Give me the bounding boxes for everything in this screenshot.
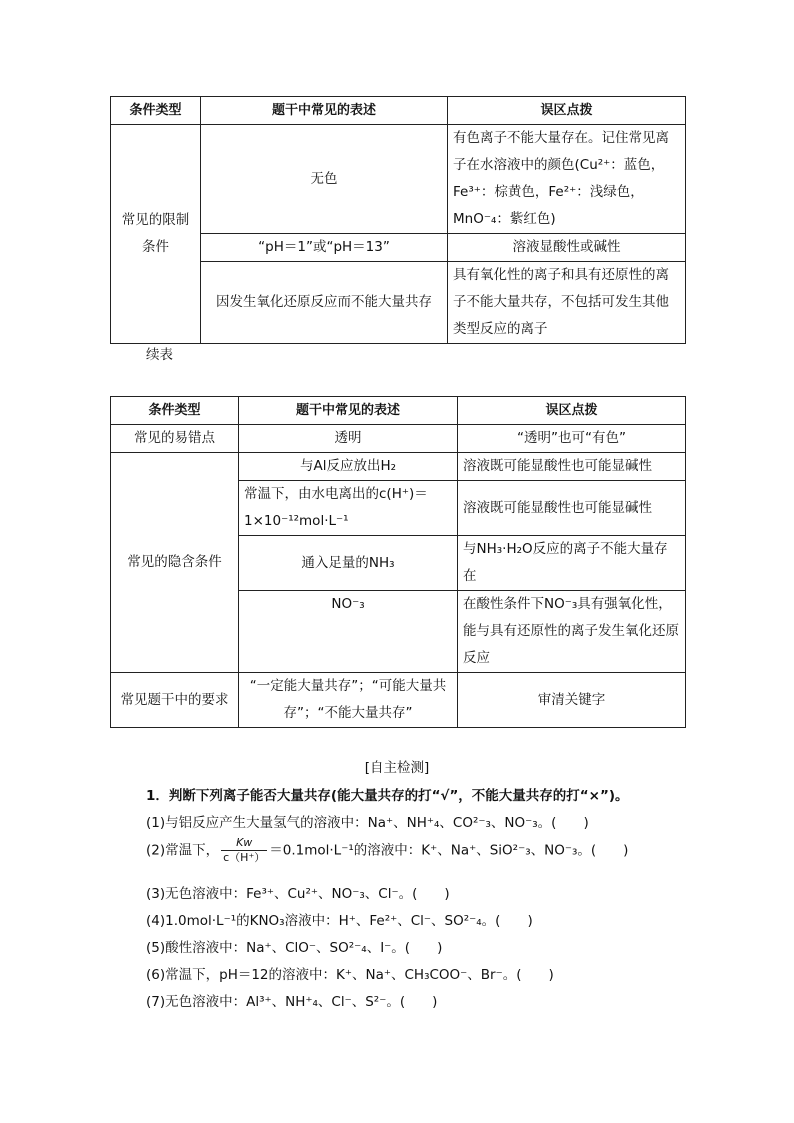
condition-type-cell: 常见题干中的要求 [111, 673, 239, 728]
expression-cell: 透明 [239, 425, 458, 453]
question-item-2-prefix: (2)常温下， [146, 842, 220, 859]
expression-cell: 与Al反应放出H₂ [239, 453, 458, 481]
note-cell: 与NH₃·H₂O反应的离子不能大量存在 [458, 536, 686, 591]
header-condition-type: 条件类型 [111, 397, 239, 425]
table-header-row [111, 397, 686, 425]
expression-cell: “一定能大量共存”；“可能大量共存”；“不能大量共存” [239, 673, 458, 728]
header-misconception-tips: 误区点拨 [458, 397, 686, 425]
question-item-2-suffix: ＝0.1mol·L⁻¹的溶液中：K⁺、Na⁺、SiO²⁻₃、NO⁻₃。( ) [269, 842, 629, 859]
note-cell: 溶液既可能显酸性也可能显碱性 [458, 481, 686, 536]
condition-type-cell: 常见的易错点 [111, 425, 239, 453]
note-cell: 审清关键字 [458, 673, 686, 728]
table-row [111, 673, 686, 728]
kw-fraction [221, 836, 267, 865]
conditions-table-continued [110, 396, 686, 728]
note-cell: 有色离子不能大量存在。记住常见离子在水溶液中的颜色(Cu²⁺：蓝色，Fe³⁺：棕黄色，Fe²⁺：浅绿色，MnO⁻₄：紫红色) [448, 125, 686, 234]
expression-cell: “pH＝1”或“pH＝13” [201, 234, 448, 262]
note-cell: 具有氧化性的离子和具有还原性的离子不能大量共存，不包括可发生其他类型反应的离子 [448, 262, 686, 344]
header-misconception-tips: 误区点拨 [448, 97, 686, 125]
condition-type-cell: 常见的限制条件 [111, 125, 201, 344]
note-cell: 溶液既可能显酸性也可能显碱性 [458, 453, 686, 481]
expression-cell: NO⁻₃ [239, 591, 458, 673]
continued-label: 续表 [146, 347, 173, 363]
question-item-1: (1)与铝反应产生大量氢气的溶液中：Na⁺、NH⁺₄、CO²⁻₃、NO⁻₃。( ) [146, 815, 589, 831]
expression-cell: 因发生氧化还原反应而不能大量共存 [201, 262, 448, 344]
expression-cell: 常温下，由水电离出的c(H⁺)＝1×10⁻¹²mol·L⁻¹ [239, 481, 458, 536]
header-common-expression: 题干中常见的表述 [201, 97, 448, 125]
header-common-expression: 题干中常见的表述 [239, 397, 458, 425]
header-condition-type: 条件类型 [111, 97, 201, 125]
question-item-3: (3)无色溶液中：Fe³⁺、Cu²⁺、NO⁻₃、Cl⁻。( ) [146, 886, 450, 902]
conditions-table [110, 96, 686, 344]
question-item-6: (6)常温下，pH＝12的溶液中：K⁺、Na⁺、CH₃COO⁻、Br⁻。( ) [146, 967, 554, 983]
note-cell: “透明”也可“有色” [458, 425, 686, 453]
question-item-2 [146, 836, 628, 865]
question-item-5: (5)酸性溶液中：Na⁺、ClO⁻、SO²⁻₄、I⁻。( ) [146, 940, 443, 956]
table-header-row [111, 97, 686, 125]
expression-cell: 无色 [201, 125, 448, 234]
fraction-denominator: c（H⁺） [223, 851, 266, 864]
note-cell: 溶液显酸性或碱性 [448, 234, 686, 262]
condition-type-cell: 常见的隐含条件 [111, 453, 239, 673]
question-1-stem: 1．判断下列离子能否大量共存(能大量共存的打“√”，不能大量共存的打“×”)。 [146, 788, 629, 804]
self-check-title: [自主检测] [364, 760, 430, 776]
table-row [111, 453, 686, 481]
expression-cell: 通入足量的NH₃ [239, 536, 458, 591]
question-item-4: (4)1.0mol·L⁻¹的KNO₃溶液中：H⁺、Fe²⁺、Cl⁻、SO²⁻₄。( ) [146, 913, 533, 929]
fraction-numerator: Kw [221, 836, 267, 851]
table-row [111, 125, 686, 234]
table-row [111, 425, 686, 453]
question-item-7: (7)无色溶液中：Al³⁺、NH⁺₄、Cl⁻、S²⁻。( ) [146, 994, 438, 1010]
note-cell: 在酸性条件下NO⁻₃具有强氧化性，能与具有还原性的离子发生氧化还原反应 [458, 591, 686, 673]
